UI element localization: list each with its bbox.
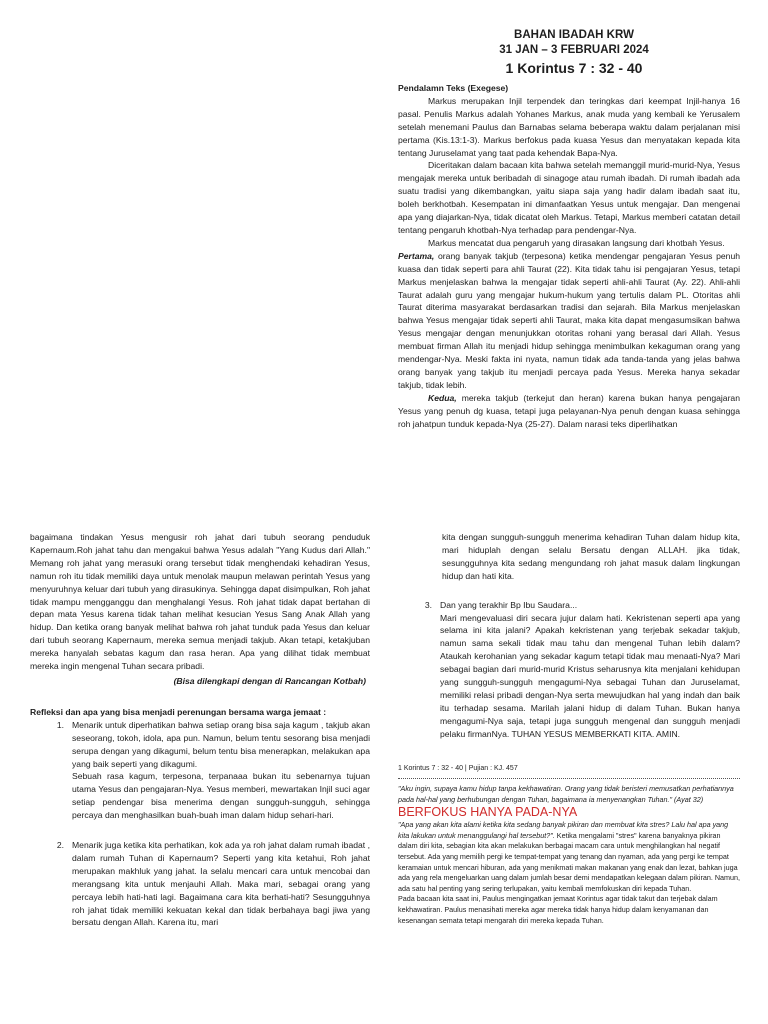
exegesis-paragraph-4	[398, 250, 740, 392]
devotional-section	[398, 764, 740, 926]
devotional-reference: 1 Korintus 7 : 32 - 40 | Pujian : KJ. 457	[398, 765, 518, 772]
devotional-paragraph-1	[398, 820, 740, 894]
devotional-title: BERFOKUS HANYA PADA-NYA	[398, 805, 578, 820]
reflection-item-1-text: Menarik untuk diperhatikan bahwa setiap orang bisa saja kagum , takjub akan seseorang, tokoh, idola, apa pun. Namun, belum tentu sesorang bisa menjadi serupa dengan yang dikagumi, belum tentu bisa menerapkan, melakukan apa yang baik seperti yang dikagumi.	[72, 719, 370, 769]
exegesis-paragraph-1: Markus merupakan Injil terpendek dan teringkas dari keempat Injil-hanya 16 pasal. Penulis Markus adalah Yohanes Markus, anak muda yang kembali ke Yerusalem setelah menemani Paulus dan Barnabas selama beberapa waktu dalam perjalanan misi pertama (Kis.13:1-3). Markus berfokus pada kuasa Yesus dan menyatakan kepada kita tentang Juruselamat yang taat pada kehendak Bapa-Nya.	[398, 95, 740, 158]
reflection-item-2-text: Menarik juga ketika kita perhatikan, kok ada ya roh jahat dalam rumah ibadat , dalam rumah Tuhan di Kapernaum? Seperti yang kita ketahui, Roh jahat merupakan makhluk yang jahat. Ia selalu mencari cara untuk mencobai dan merangsang kita untuk menjauhi Allah. Maka mari, sebagai orang yang percaya lebih hati-hati lagi. Bagaimana cara kita berhati-hati? Sesungguhnya roh jahat tidak memiliki kekuatan kekal dan tidak berbahaya bagi jiwa yang bersatu dengan Allah. Karena itu, mari	[72, 840, 370, 928]
dotted-divider	[398, 778, 740, 779]
devotional-paragraph-2: Pada bacaan kita saat ini, Paulus mengingatkan jemaat Korintus agar tidak takut dan terjebak dalam kekhawatiran. Paulus menasihati mereka agar mereka tidak hanya hidup dalam kenyamanan dan kesenangan semata tetapi mengarah diri mereka kepada Tuhan.	[398, 894, 718, 925]
reflection-item-3	[398, 599, 740, 741]
exegesis-heading: Pendalamn Teks (Exegese)	[398, 83, 509, 93]
point-first-text: orang banyak takjub (terpesona) ketika mendengar pengajaran Yesus penuh kuasa dan tidak seperti para ahli Taurat (22). Kita tidak tahu isi pengajaran Yesus, tetapi Markus menjelaskan bahwa la mengajar tidak seperti ahli-ahli Taurat (Ay. 22). Ahli-ahli Taurat adalah guru yang mengajar hukum-hukum yang tertulis dalam PL. Otoritas ahli Taurat diterima masyarakat berdasarkan tradisi dan sejarah. Bila Markus menjelaskan bahwa Yesus mengajar tidak seperti ahli Taurat, maka kita dapat mengasumsikan bahwa Yesus mengajar dengan menunjukkan otoritas rohani yang berasal dari Allah. Yesus membuat firman Allah itu menjadi hidup sehingga menimbulkan kekaguman orang yang mendengar-Nya. Meski fakta ini nyata, namun tidak ada tanda-tanda yang jelas bahwa orang banyak yang takjub itu menjadi percaya pada Yesus. Mereka hanya sekadar takjub, tidak lebih.	[398, 250, 740, 390]
item-number: 1.	[56, 719, 64, 730]
document-header	[398, 28, 750, 78]
point-second-label: Kedua,	[428, 392, 457, 403]
right-column	[398, 531, 740, 741]
sermon-note: (Bisa dilengkapi dengan di Rancangan Kotbah)	[173, 675, 366, 686]
exegesis-paragraph-2: Diceritakan dalam bacaan kita bahwa setelah memanggil murid-murid-Nya, Yesus mengajak mereka untuk beribadah di sinagoge atau rumah ibadah. Di rumah ibadah ada suatu tradisi yang dikembangkan, yaitu siapa saja yang hadir dalam ibadah saat itu, boleh berkhotbah. Kesempatan ini dimanfaatkan Yesus untuk mengajar. Dan mengenai apa yang diajarkan-Nya, tidak dicatat oleh Markus. Tetapi, Markus memberi catatan detail tentang pengaruh khotbah-Nya terhadap para pendengar-Nya.	[398, 160, 740, 235]
devotional-question: "Apa yang akan kita alami ketika kita sedang banyak pikiran dan membuat kita stres? Lalu hal apa yang kita lakukan untuk menanggulangi hal tersebut?".	[398, 820, 729, 840]
reflection-item-3-lead: Dan yang terakhir Bp Ibu Saudara...	[440, 599, 578, 610]
point-first-label: Pertama,	[398, 250, 435, 261]
reflection-item-1	[30, 719, 370, 822]
exegesis-paragraph-3: Markus mencatat dua pengaruh yang dirasakan langsung dari khotbah Yesus.	[428, 237, 725, 248]
item-number: 3.	[424, 599, 432, 610]
item-number: 2.	[56, 840, 64, 851]
devotional-quote: "Aku ingin, supaya kamu hidup tanpa kekhawatiran. Orang yang tidak beristeri memusatkan perhatiannya pada hal-hal yang berhubungan dengan Tuhan, bagaimana ia menyenangkan Tuhan." (Ayat 32)	[398, 784, 734, 804]
reflection-item-3-text: Mari mengevaluasi diri secara jujur dalam hati. Kekristenan seperti apa yang selama ini kita jalani? Apakah kekristenan yang terjebak sekadar takjub, namun sama sekali tidak mau tahu dan mengenal Tuhan lebih dalam? Ataukah kerohanian yang sekadar kagum tetapi tidak mau menaati-Nya? Mari sebagai bagian dari murid-murid Kristus seharusnya kita menjalani kehidupan yang sungguh-sungguh mengagumi-Nya sebagai Tuhan dan Juruselamat, memiliki relasi pribadi dengan-Nya serta mewujudkan hal yang indah dan baik itu terhadap sesama. Marilah jalani hidup di dalam Tuhan. Bukan hanya mengagumi-Nya saja, tetapi juga sungguh mengenal dan sungguh menjadi pelaku firmanNya. TUHAN YESUS MEMBERKATI KITA. AMIN.	[440, 612, 740, 739]
exegesis-continuation: bagaimana tindakan Yesus mengusir roh jahat dari tubuh seorang penduduk Kapernaum.Roh jahat tahu dan mengakui bahwa Yesus adalah "Yang Kudus dari Allah." Memang roh jahat yang merasuki orang tersebut tidak menghendaki kehadiran Yesus, namun roh itu tidak memiliki daya untuk menolak maupun melawan perintah Yesus yang menyuruhnya keluar dari tubuh yang dirasukinya. Sehingga dapat disimpulkan, Roh jahat tidak mampu mengganggu dan menghalangi Yesus. Roh jahat tidak dapat bertahan di depan mata Yesus karena tidak tahan melihat kesucian Yesus Sang Anak Allah yang hidup. Dan ketika orang banyak melihat bahwa roh jahat tunduk pada Yesus dan keluar dari tubuh seorang Kapernaum, mereka semua menjadi takjub. Akan tetapi, ketakjuban mereka hanyalah sebatas kagum dan rasa heran. Apa yang dilihat tidak membuat mereka ingin mengenal Tuhan secara pribadi.	[30, 532, 370, 672]
reflection-heading: Refleksi dan apa yang bisa menjadi perenungan bersama warga jemaat :	[30, 706, 327, 717]
devotional-paragraph-1-text: Ketika mengalami "stres" karena banyaknya pikiran dalam diri kita, sebagian kita akan melakukan berbagai macam cara untuk menghilangkan hal negatif tersebut. Ada yang memilih pergi ke tempat-tempat yang tenang dan nyaman, ada yang pergi ke tempat keramaian untuk mencari hiburan, ada yang menikmati makan makanan yang enak dan lezat, bahkan juga ada yang rela mengeluarkan uang dalam jumlah besar demi mendapatkan kelegaan dalam pikiran. Namun, ada satu hal penting yang sering terlupakan, yaitu kembali memfokuskan diri kepada Tuhan.	[398, 830, 741, 893]
reflection-item-2	[30, 839, 370, 929]
reflection-item-1-text-b: Sebuah rasa kagum, terpesona, terpanaaa bukan itu sebenarnya tujuan utama Yesus dan pengajaran-Nya. Yesus memberi, mewartakan Injil suci agar setiap pendengar bisa menerima dengan sungguh-sungguh, sehingga percaya dan menghasilkan buah-buah iman dalam hidup sehari-hari.	[72, 771, 370, 821]
left-column	[30, 531, 370, 929]
exegesis-section	[398, 82, 740, 430]
document-date: 31 JAN – 3 FEBRUARI 2024	[499, 44, 649, 56]
scripture-passage: 1 Korintus 7 : 32 - 40	[505, 60, 643, 76]
point-second-text: mereka takjub (terkejut dan heran) karena bukan hanya pengajaran Yesus yang penuh dg kuasa, tetapi juga pelayanan-Nya penuh dengan kuasa sehingga roh jahatpun tunduk kepada-Nya (25-27). Dalam narasi teks diperlihatkan	[398, 392, 740, 429]
reflection-item-2-continuation: kita dengan sungguh-sungguh menerima kehadiran Tuhan dalam hidup kita, mari hiduplah dengan selalu Bersatu dengan ALLAH. jika tidak, sesungguhnya kita sedang mengundang roh jahat masuk dalam lingkungan hidup dan hati kita.	[442, 532, 740, 581]
document-title: BAHAN IBADAH KRW	[514, 29, 634, 41]
exegesis-paragraph-5	[398, 392, 740, 431]
